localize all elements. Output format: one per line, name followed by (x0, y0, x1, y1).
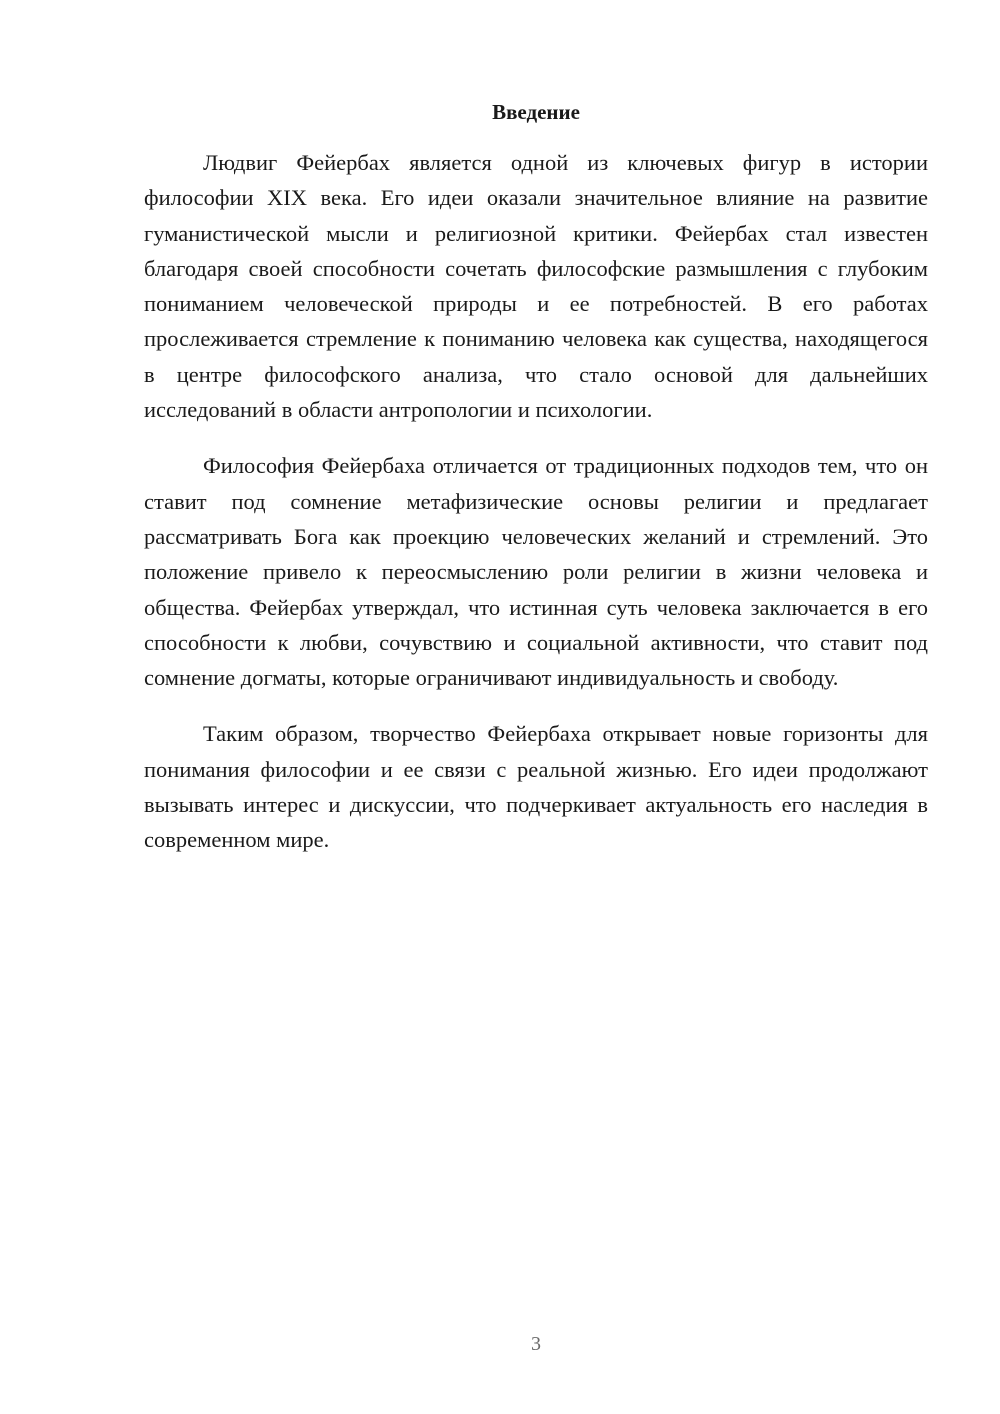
paragraph-2: Философия Фейербаха отличается от традиционных подходов тем, что он ставит под сомнение метафизические основы религии и предлагает рассматривать Бога как проекцию человеческих желаний и стремлений. Это положение привело к переосмыслению роли религии в жизни человека и общества. Фейербах утверждал, что истинная суть человека заключается в его способности к любви, сочувствию и социальной активности, что ставит под сомнение догматы, которые ограничивают индивидуальность и свободу. (144, 453, 928, 691)
paragraph-3: Таким образом, творчество Фейербаха открывает новые горизонты для понимания философии и ее связи с реальной жизнью. Его идеи продолжают вызывать интерес и дискуссии, что подчеркивает актуальность его наследия в современном мире. (144, 721, 928, 853)
section-title: Введение (492, 100, 580, 124)
paragraph-1: Людвиг Фейербах является одной из ключевых фигур в истории философии XIX века. Его идеи оказали значительное влияние на развитие гуманистической мысли и религиозной критики. Фейербах стал известен благодаря своей способности сочетать философские размышления с глубоким пониманием человеческой природы и ее потребностей. В его работах прослеживается стремление к пониманию человека как существа, находящегося в центре философского анализа, что стало основой для дальнейших исследований в области антропологии и психологии. (144, 150, 928, 423)
page-number: 3 (531, 1333, 541, 1355)
body-text (144, 145, 928, 879)
